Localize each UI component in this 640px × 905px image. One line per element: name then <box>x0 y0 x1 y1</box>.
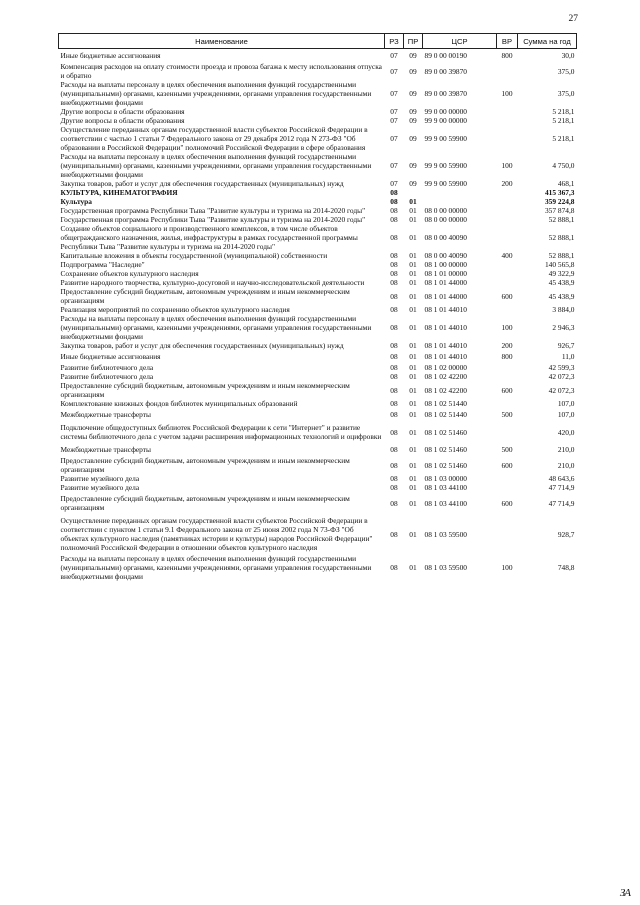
cell-csr: 08 1 01 00000 <box>424 269 467 278</box>
cell-pr: 01 <box>409 372 417 381</box>
cell-sum: 47 714,9 <box>548 498 575 508</box>
cell-vr <box>497 116 518 125</box>
cell-rz: 08 <box>390 188 398 197</box>
cell-name: Компенсация расходов на оплату стоимости проезда и провоза багажа к месту использования отпуска и обратно <box>60 62 382 80</box>
cell-vr: 100 <box>501 323 513 332</box>
cell-vr: 100 <box>501 161 513 170</box>
cell-rz: 08 <box>390 445 398 454</box>
cell-csr: 08 1 01 44000 <box>424 278 467 287</box>
cell-sum: 928,7 <box>557 529 575 539</box>
cell-rz: 08 <box>390 260 398 269</box>
cell-rz: 08 <box>390 206 398 215</box>
cell-csr: 08 1 02 42200 <box>424 385 467 395</box>
cell-sum: 5 218,1 <box>552 134 575 143</box>
cell-vr: 600 <box>501 460 513 470</box>
cell-sum: 2 946,3 <box>552 323 575 332</box>
cell-sum: 375,0 <box>557 89 575 98</box>
cell-name: Межбюджетные трансферты <box>60 445 151 454</box>
table-row <box>59 224 577 251</box>
table-row <box>59 116 577 125</box>
cell-csr: 08 1 03 59500 <box>424 563 467 572</box>
table-row <box>59 381 577 399</box>
cell-rz: 08 <box>390 410 398 419</box>
cell-csr: 08 1 01 44010 <box>424 305 467 314</box>
cell-sum: 4 750,0 <box>552 161 575 170</box>
cell-rz: 08 <box>390 278 398 287</box>
cell-name: Расходы на выплаты персоналу в целях обеспечения выполнения функций государственными (муниципальными) органами, казенными учреждениями, органами управления государственными внебюджетными фондами <box>60 314 372 341</box>
cell-vr <box>497 399 518 408</box>
cell-vr: 400 <box>501 251 513 260</box>
cell-pr: 01 <box>409 269 417 278</box>
cell-pr: 09 <box>409 134 417 143</box>
table-row <box>59 483 577 492</box>
table-row <box>59 269 577 278</box>
cell-rz: 07 <box>390 116 398 125</box>
cell-name: Предоставление субсидий бюджетным, автономным учреждениям и иным некоммерческим организациям <box>60 456 350 474</box>
cell-sum: 52 888,1 <box>548 251 575 260</box>
budget-table <box>58 33 577 581</box>
cell-vr: 500 <box>501 410 513 419</box>
cell-rz: 08 <box>390 233 398 242</box>
table-row <box>59 341 577 350</box>
cell-pr: 01 <box>409 341 417 350</box>
cell-sum: 748,8 <box>557 563 575 572</box>
cell-rz: 08 <box>390 474 398 483</box>
cell-csr: 08 1 02 00000 <box>424 363 467 372</box>
table-row <box>59 287 577 305</box>
cell-name: Предоставление субсидий бюджетным, автономным учреждениям и иным некоммерческим организациям <box>60 381 350 399</box>
header-name: Наименование <box>59 34 385 49</box>
cell-pr: 09 <box>409 66 417 76</box>
table-row <box>59 152 577 179</box>
cell-vr <box>497 474 518 483</box>
table-row <box>59 260 577 269</box>
cell-name: Комплектование книжных фондов библиотек муниципальных образований <box>60 399 298 408</box>
table-row <box>59 554 577 581</box>
cell-sum: 45 438,9 <box>548 291 575 301</box>
cell-pr: 09 <box>409 89 417 98</box>
cell-rz: 08 <box>390 269 398 278</box>
cell-vr <box>497 125 518 152</box>
table-row <box>59 363 577 372</box>
cell-pr: 01 <box>409 410 417 419</box>
cell-csr: 08 1 02 42200 <box>424 372 467 381</box>
table-row <box>59 125 577 152</box>
cell-name: Расходы на выплаты персоналу в целях обеспечения выполнения функций государственными (муниципальными) органами, казенными учреждениями, органами управления государственными внебюджетными фондами <box>60 554 372 581</box>
cell-pr: 01 <box>409 291 417 301</box>
cell-pr: 01 <box>409 251 417 260</box>
cell-rz: 08 <box>390 427 398 437</box>
cell-name: Развитие музейного дела <box>60 483 140 492</box>
cell-pr: 01 <box>409 323 417 332</box>
cell-rz: 07 <box>390 66 398 76</box>
table-row <box>59 179 577 188</box>
cell-csr: 08 1 02 51440 <box>424 410 467 419</box>
cell-rz: 08 <box>390 498 398 508</box>
cell-csr: 08 1 00 00000 <box>424 260 467 269</box>
cell-sum: 926,7 <box>557 341 575 350</box>
cell-name: Культура <box>60 197 92 206</box>
cell-csr: 99 0 00 00000 <box>424 107 467 116</box>
cell-rz: 08 <box>390 372 398 381</box>
table-row <box>59 421 577 443</box>
header-pr: ПР <box>404 34 423 49</box>
cell-csr: 89 0 00 39870 <box>424 66 467 76</box>
cell-name: Закупка товаров, работ и услуг для обеспечения государственных (муниципальных) нужд <box>60 341 344 350</box>
cell-name: Создание объектов социального и производственного комплексов, в том числе объектов общегражданского назначения, жилья, инфраструктуры в рамках государственной программы Республики Тыва "Развитие культуры и туризма на 2014-2020 годы" <box>60 224 358 251</box>
cell-pr: 01 <box>409 278 417 287</box>
cell-name: Развитие музейного дела <box>60 474 140 483</box>
cell-pr: 09 <box>409 107 417 116</box>
cell-vr: 500 <box>501 445 513 454</box>
cell-name: Государственная программа Республики Тыва "Развитие культуры и туризма на 2014-2020 годы" <box>60 206 366 215</box>
table-row <box>59 215 577 224</box>
cell-sum: 107,0 <box>557 410 575 419</box>
cell-sum: 3 884,0 <box>552 305 575 314</box>
table-row <box>59 206 577 215</box>
cell-vr: 100 <box>501 89 513 98</box>
cell-name: Сохранение объектов культурного наследия <box>60 269 199 278</box>
cell-csr: 08 1 01 44010 <box>424 341 467 350</box>
table-row <box>59 408 577 421</box>
table-row <box>59 350 577 363</box>
cell-pr: 09 <box>409 116 417 125</box>
cell-sum: 359 224,8 <box>544 197 575 206</box>
cell-rz: 08 <box>390 323 398 332</box>
cell-rz: 07 <box>390 134 398 143</box>
cell-name: Реализация мероприятий по сохранению объектов культурного наследия <box>60 305 290 314</box>
cell-rz: 08 <box>390 529 398 539</box>
table-row <box>59 107 577 116</box>
cell-csr <box>423 197 497 206</box>
table-row <box>59 80 577 107</box>
cell-rz: 07 <box>390 89 398 98</box>
cell-pr: 09 <box>409 51 417 60</box>
table-row <box>59 188 577 197</box>
table-row <box>59 514 577 554</box>
cell-rz: 08 <box>390 215 398 224</box>
cell-sum: 49 322,9 <box>548 269 575 278</box>
cell-vr <box>497 269 518 278</box>
header-vr: ВР <box>497 34 518 49</box>
cell-vr: 600 <box>501 498 513 508</box>
cell-sum: 42 599,3 <box>548 363 575 372</box>
cell-rz: 07 <box>390 179 398 188</box>
page-number: 27 <box>568 14 578 24</box>
cell-csr: 08 1 01 44010 <box>424 323 467 332</box>
cell-rz: 08 <box>390 563 398 572</box>
cell-name: Подключение общедоступных библиотек Российской Федерации к сети "Интернет" и развитие системы библиотечного дела с учетом задачи расширения информационных технологий и оцифровки <box>60 423 382 441</box>
cell-name: Государственная программа Республики Тыва "Развитие культуры и туризма на 2014-2020 годы" <box>60 215 366 224</box>
cell-csr: 08 1 02 51440 <box>424 399 467 408</box>
table-row <box>59 456 577 474</box>
cell-name: КУЛЬТУРА, КИНЕМАТОГРАФИЯ <box>60 188 178 197</box>
cell-sum: 468,1 <box>557 179 575 188</box>
cell-vr <box>497 514 518 554</box>
cell-pr: 01 <box>409 399 417 408</box>
cell-pr: 01 <box>409 305 417 314</box>
cell-rz: 07 <box>390 107 398 116</box>
cell-pr: 01 <box>409 385 417 395</box>
cell-csr: 08 1 02 51460 <box>424 445 467 454</box>
header-rz: РЗ <box>385 34 404 49</box>
table-row <box>59 49 577 63</box>
table-row <box>59 492 577 514</box>
cell-name: Другие вопросы в области образования <box>60 107 185 116</box>
table-row <box>59 305 577 314</box>
cell-csr: 08 0 00 40090 <box>424 233 467 242</box>
cell-name: Капитальные вложения в объекты государственной (муниципальной) собственности <box>60 251 328 260</box>
cell-sum: 5 218,1 <box>552 107 575 116</box>
cell-pr: 01 <box>409 445 417 454</box>
cell-pr: 09 <box>409 161 417 170</box>
cell-name: Межбюджетные трансферты <box>60 410 151 419</box>
cell-vr <box>497 483 518 492</box>
cell-pr: 01 <box>409 197 417 206</box>
cell-pr <box>404 188 423 197</box>
cell-pr: 01 <box>409 529 417 539</box>
cell-name: Предоставление субсидий бюджетным, автономным учреждениям и иным некоммерческим организациям <box>60 287 350 305</box>
cell-vr <box>497 421 518 443</box>
cell-pr: 01 <box>409 233 417 242</box>
cell-vr <box>497 372 518 381</box>
table-row <box>59 251 577 260</box>
cell-rz: 07 <box>390 161 398 170</box>
cell-rz: 08 <box>390 352 398 361</box>
cell-rz: 08 <box>390 399 398 408</box>
cell-pr: 01 <box>409 427 417 437</box>
cell-sum: 30,0 <box>561 51 575 60</box>
cell-name: Осуществление переданных органам государственной власти субъектов Российской Федерации в соответствии с пунктом 1 статьи 9.1 Федерального закона от 25 июня 2002 года N 73-ФЗ "Об объектах культурного наследия (памятниках истории и культуры) народов Российской Федерации" полномочий Российской Федерации в отношении объектов культурного наследия <box>60 516 373 552</box>
cell-sum: 107,0 <box>557 399 575 408</box>
cell-csr: 08 1 01 44000 <box>424 291 467 301</box>
cell-name: Подпрограмма "Наследие" <box>60 260 145 269</box>
cell-vr: 200 <box>501 341 513 350</box>
cell-csr: 08 1 03 00000 <box>424 474 467 483</box>
cell-vr <box>497 363 518 372</box>
cell-vr <box>497 215 518 224</box>
table-row <box>59 62 577 80</box>
table-header-row <box>59 34 577 49</box>
cell-csr: 08 1 02 51460 <box>424 460 467 470</box>
cell-name: Предоставление субсидий бюджетным, автономным учреждениям и иным некоммерческим организациям <box>60 494 350 512</box>
cell-rz: 08 <box>390 460 398 470</box>
cell-vr: 800 <box>501 352 513 361</box>
cell-name: Осуществление переданных органам государственной власти субъектов Российской Федерации в соответствии с частью 1 статьи 7 Федерального закона от 29 декабря 2012 года N 273-ФЗ "Об образовании в Российской Федерации" полномочий Российской Федерации в сфере образования <box>60 125 368 152</box>
table-row <box>59 197 577 206</box>
cell-name: Иные бюджетные ассигнования <box>60 51 161 60</box>
cell-sum: 210,0 <box>557 445 575 454</box>
cell-sum: 5 218,1 <box>552 116 575 125</box>
cell-sum: 52 888,1 <box>548 215 575 224</box>
cell-sum: 415 367,3 <box>544 188 575 197</box>
cell-pr: 01 <box>409 483 417 492</box>
cell-csr: 08 1 03 44100 <box>424 483 467 492</box>
cell-vr <box>497 107 518 116</box>
cell-rz: 08 <box>390 385 398 395</box>
cell-pr: 01 <box>409 498 417 508</box>
cell-csr: 08 1 03 44100 <box>424 498 467 508</box>
cell-rz: 08 <box>390 251 398 260</box>
cell-sum: 47 714,9 <box>548 483 575 492</box>
cell-csr <box>423 188 497 197</box>
cell-csr: 08 1 02 51460 <box>424 427 467 437</box>
cell-pr: 01 <box>409 460 417 470</box>
cell-pr: 09 <box>409 179 417 188</box>
table-row <box>59 443 577 456</box>
cell-sum: 48 643,6 <box>548 474 575 483</box>
table-row <box>59 474 577 483</box>
cell-csr: 89 0 00 00190 <box>424 51 467 60</box>
cell-name: Иные бюджетные ассигнования <box>60 352 161 361</box>
cell-name: Развитие библиотечного дела <box>60 372 154 381</box>
header-csr: ЦСР <box>423 34 497 49</box>
cell-name: Развитие народного творчества, культурно-досуговой и научно-исследовательской деятельности <box>60 278 365 287</box>
cell-csr: 08 0 00 00000 <box>424 215 467 224</box>
cell-pr: 01 <box>409 352 417 361</box>
cell-name: Развитие библиотечного дела <box>60 363 154 372</box>
cell-csr: 08 1 01 44010 <box>424 352 467 361</box>
cell-csr: 08 0 00 00000 <box>424 206 467 215</box>
cell-csr: 99 9 00 59900 <box>424 134 467 143</box>
table-body <box>59 49 577 582</box>
cell-vr <box>497 197 518 206</box>
cell-sum: 375,0 <box>557 66 575 76</box>
cell-sum: 140 565,8 <box>544 260 575 269</box>
cell-csr: 89 0 00 39870 <box>424 89 467 98</box>
cell-name: Расходы на выплаты персоналу в целях обеспечения выполнения функций государственными (муниципальными) органами, казенными учреждениями, органами управления государственными внебюджетными фондами <box>60 152 372 179</box>
cell-rz: 08 <box>390 305 398 314</box>
cell-sum: 45 438,9 <box>548 278 575 287</box>
cell-csr: 08 1 03 59500 <box>424 529 467 539</box>
cell-sum: 210,0 <box>557 460 575 470</box>
cell-name: Закупка товаров, работ и услуг для обеспечения государственных (муниципальных) нужд <box>60 179 344 188</box>
corner-mark: ЗА <box>619 887 630 899</box>
cell-vr <box>497 224 518 251</box>
header-sum: Сумма на год <box>518 34 577 49</box>
cell-vr <box>497 278 518 287</box>
cell-rz: 08 <box>390 291 398 301</box>
table-row <box>59 314 577 341</box>
cell-csr: 99 9 00 00000 <box>424 116 467 125</box>
cell-sum: 42 072,3 <box>548 372 575 381</box>
cell-name: Другие вопросы в области образования <box>60 116 185 125</box>
cell-rz: 07 <box>390 51 398 60</box>
cell-csr: 99 9 00 59900 <box>424 179 467 188</box>
cell-vr <box>497 260 518 269</box>
cell-vr <box>497 206 518 215</box>
table-row <box>59 372 577 381</box>
table-row <box>59 278 577 287</box>
cell-vr: 200 <box>501 179 513 188</box>
cell-sum: 420,0 <box>557 427 575 437</box>
cell-vr <box>497 62 518 80</box>
cell-rz: 08 <box>390 341 398 350</box>
cell-rz: 08 <box>390 483 398 492</box>
cell-sum: 357 874,8 <box>544 206 575 215</box>
cell-sum: 42 072,3 <box>548 385 575 395</box>
cell-vr: 600 <box>501 385 513 395</box>
cell-pr: 01 <box>409 215 417 224</box>
table-row <box>59 399 577 408</box>
cell-pr: 01 <box>409 363 417 372</box>
cell-vr: 100 <box>501 563 513 572</box>
cell-sum: 52 888,1 <box>548 233 575 242</box>
cell-pr: 01 <box>409 474 417 483</box>
cell-csr: 08 0 00 40090 <box>424 251 467 260</box>
cell-vr: 600 <box>501 291 513 301</box>
cell-vr <box>497 188 518 197</box>
cell-name: Расходы на выплаты персоналу в целях обеспечения выполнения функций государственными (муниципальными) органами, казенными учреждениями, органами управления государственными внебюджетными фондами <box>60 80 372 107</box>
cell-sum: 11,0 <box>561 352 575 361</box>
cell-pr: 01 <box>409 206 417 215</box>
cell-rz: 08 <box>390 197 398 206</box>
cell-vr <box>497 305 518 314</box>
cell-rz: 08 <box>390 363 398 372</box>
cell-pr: 01 <box>409 260 417 269</box>
cell-csr: 99 9 00 59900 <box>424 161 467 170</box>
cell-vr: 800 <box>501 51 513 60</box>
cell-pr: 01 <box>409 563 417 572</box>
